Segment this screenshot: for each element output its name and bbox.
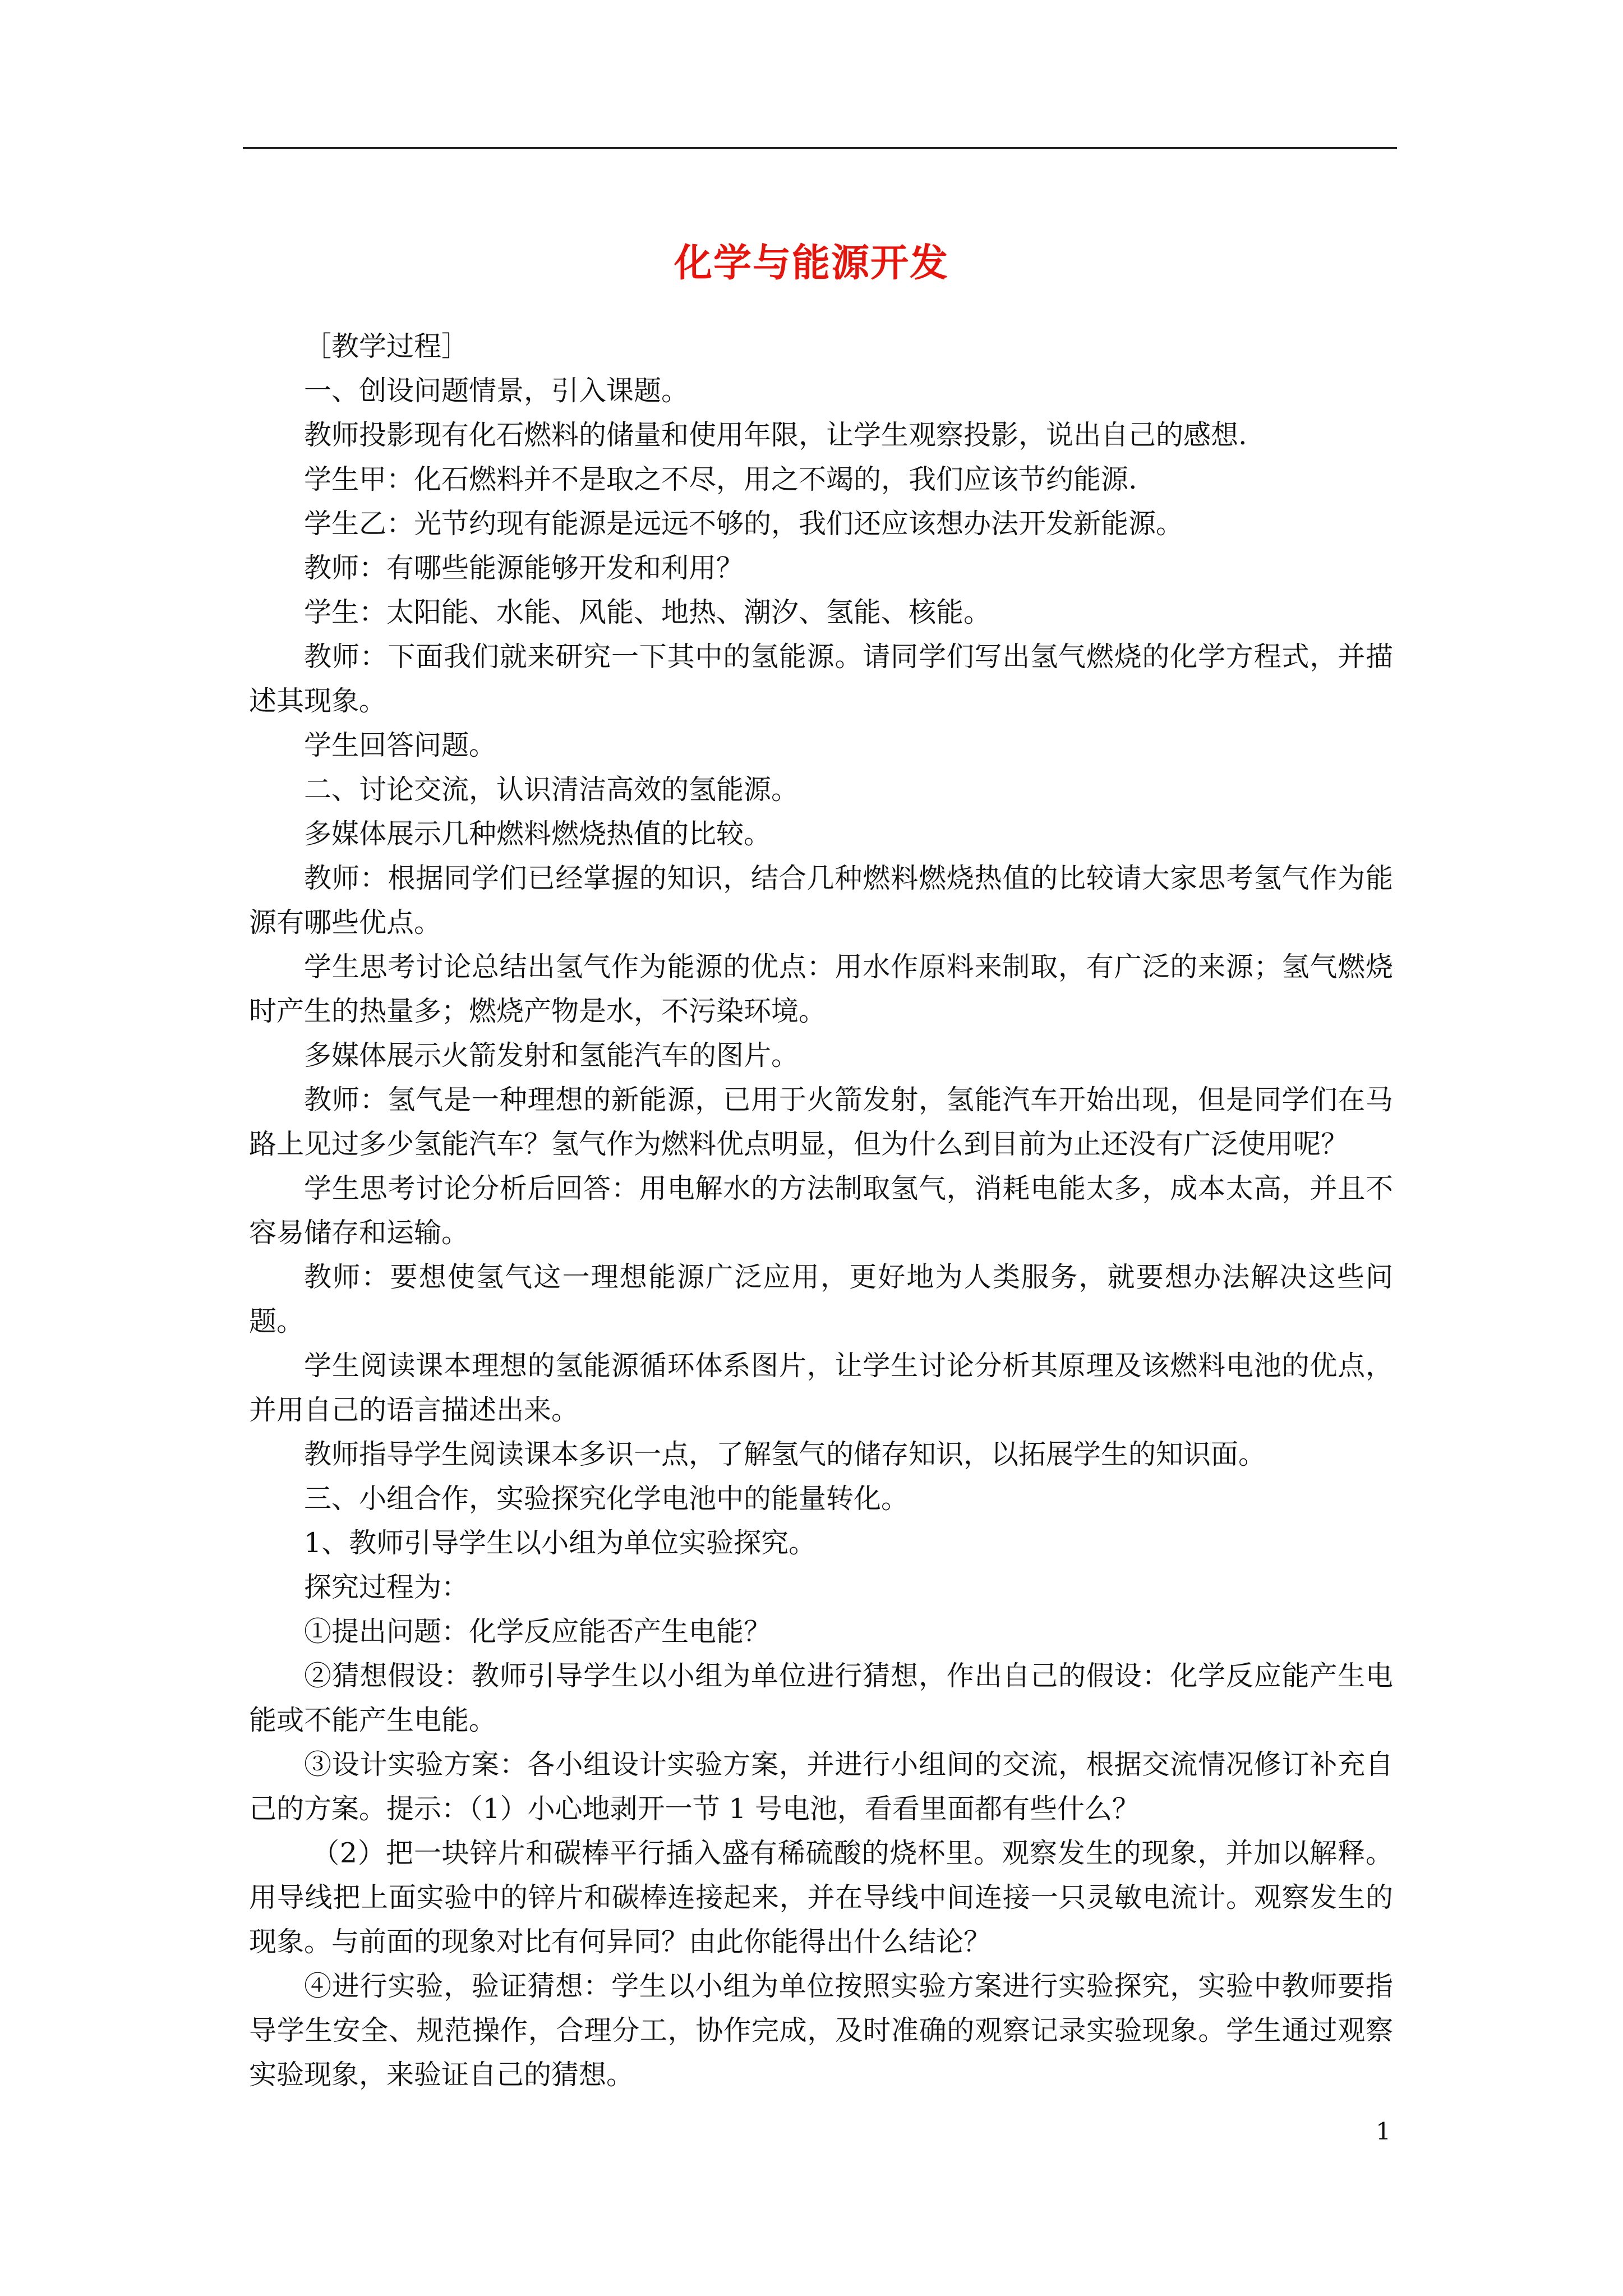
paragraph: ①提出问题：化学反应能否产生电能？ <box>304 1616 772 1648</box>
paragraph: ③设计实验方案：各小组设计实验方案，并进行小组间的交流，根据交流情况修订补充自己的方案。提示：（1）小心地剥开一节 1 号电池，看看里面都有些什么？ <box>249 1749 1393 1825</box>
paragraph: 教师：氢气是一种理想的新能源，已用于火箭发射，氢能汽车开始出现，但是同学们在马路上见过多少氢能汽车？氢气作为燃料优点明显，但为什么到目前为止还没有广泛使用呢？ <box>249 1084 1393 1160</box>
header-rule <box>243 147 1397 149</box>
paragraph: 教师：下面我们就来研究一下其中的氢能源。请同学们写出氢气燃烧的化学方程式，并描述其现象。 <box>249 641 1393 717</box>
document-body <box>249 324 1393 2097</box>
paragraph: 学生思考讨论分析后回答：用电解水的方法制取氢气，消耗电能太多，成本太高，并且不容易储存和运输。 <box>249 1172 1393 1249</box>
paragraph: 学生阅读课本理想的氢能源循环体系图片，让学生讨论分析其原理及该燃料电池的优点，并用自己的语言描述出来。 <box>249 1350 1393 1426</box>
paragraph: 多媒体展示几种燃料燃烧热值的比较。 <box>304 818 772 850</box>
paragraph: 教师：要想使氢气这一理想能源广泛应用，更好地为人类服务，就要想办法解决这些问题。 <box>249 1261 1393 1337</box>
paragraph: 教师：根据同学们已经掌握的知识，结合几种燃料燃烧热值的比较请大家思考氢气作为能源有哪些优点。 <box>249 862 1393 938</box>
paragraph: 学生乙：光节约现有能源是远远不够的，我们还应该想办法开发新能源。 <box>304 508 1184 540</box>
paragraph: 学生甲：化石燃料并不是取之不尽，用之不竭的，我们应该节约能源. <box>304 463 1137 495</box>
paragraph: 教师指导学生阅读课本多识一点，了解氢气的储存知识，以拓展学生的知识面。 <box>304 1438 1266 1470</box>
paragraph: 学生思考讨论总结出氢气作为能源的优点：用水作原料来制取，有广泛的来源；氢气燃烧时产生的热量多；燃烧产物是水，不污染环境。 <box>249 951 1393 1027</box>
paragraph: 1、教师引导学生以小组为单位实验探究。 <box>304 1527 817 1559</box>
paragraph: 探究过程为： <box>304 1571 469 1603</box>
paragraph: 教师：有哪些能源能够开发和利用？ <box>304 552 744 584</box>
paragraph: 一、创设问题情景，引入课题。 <box>304 375 689 407</box>
paragraph: ［教学过程］ <box>304 330 469 362</box>
paragraph: ②猜想假设：教师引导学生以小组为单位进行猜想，作出自己的假设：化学反应能产生电能或不能产生电能。 <box>249 1660 1393 1736</box>
paragraph: ④进行实验，验证猜想：学生以小组为单位按照实验方案进行实验探究，实验中教师要指导学生安全、规范操作，合理分工，协作完成，及时准确的观察记录实验现象。学生通过观察实验现象，来验证自己的猜想。 <box>249 1970 1393 2091</box>
paragraph: 二、讨论交流，认识清洁高效的氢能源。 <box>304 774 799 806</box>
paragraph: 三、小组合作，实验探究化学电池中的能量转化。 <box>304 1483 909 1515</box>
paragraph: 学生：太阳能、水能、风能、地热、潮汐、氢能、核能。 <box>304 596 992 628</box>
document-title: 化学与能源开发 <box>674 241 949 286</box>
paragraph: 教师投影现有化石燃料的储量和使用年限，让学生观察投影，说出自己的感想. <box>304 419 1247 451</box>
paragraph: 多媒体展示火箭发射和氢能汽车的图片。 <box>304 1039 799 1071</box>
paragraph: 学生回答问题。 <box>304 729 497 761</box>
page-number: 1 <box>1376 2118 1391 2145</box>
paragraph: （2）把一块锌片和碳棒平行插入盛有稀硫酸的烧杯里。观察发生的现象，并加以解释。用导线把上面实验中的锌片和碳棒连接起来，并在导线中间连接一只灵敏电流计。观察发生的现象。与前面的现象对比有何异同？由此你能得出什么结论？ <box>249 1837 1393 1958</box>
